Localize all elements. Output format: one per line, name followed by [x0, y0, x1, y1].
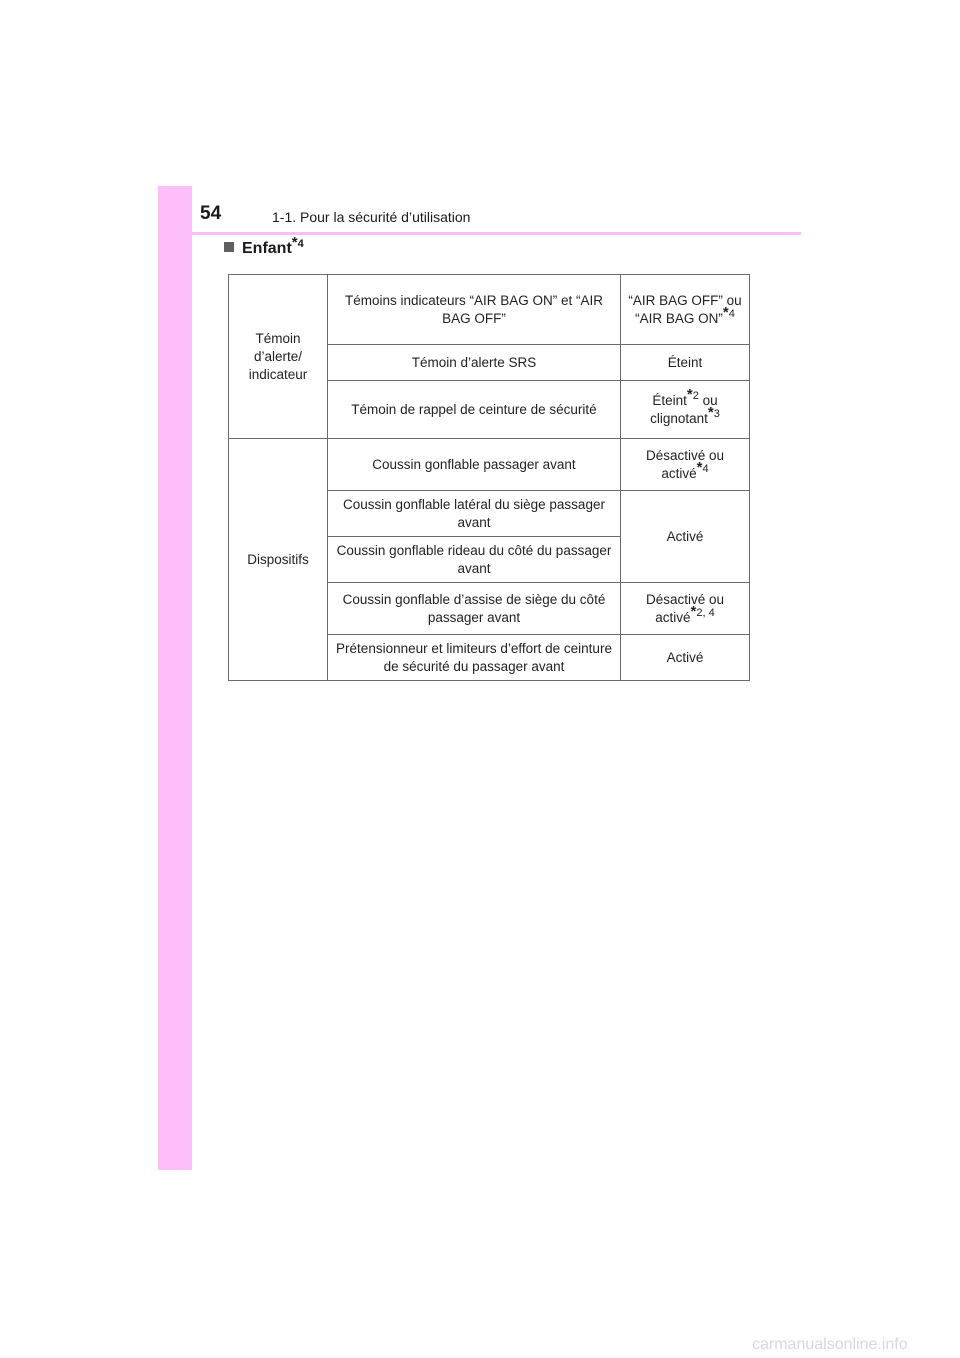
watermark: carmanualsonline.info — [752, 1336, 908, 1353]
item-cell: Prétensionneur et limiteurs d’effort de ceinture de sécurité du passager avant — [328, 635, 621, 681]
group-label-indicators: Témoin d’alerte/ indicateur — [229, 275, 328, 439]
table-row — [229, 275, 750, 345]
section-heading — [224, 233, 304, 258]
status-cell: “AIR BAG OFF” ou “AIR BAG ON”$^{*4}$ — [621, 275, 750, 345]
item-cell: Coussin gonflable passager avant — [328, 439, 621, 491]
status-cell: Éteint$^{*2}$ ou clignotant$^{*3}$ — [621, 381, 750, 439]
airbag-status-table — [228, 274, 750, 681]
status-cell: Activé — [621, 491, 750, 583]
group-label-devices: Dispositifs — [229, 439, 328, 681]
item-cell: Coussin gonflable rideau du côté du passager avant — [328, 537, 621, 583]
status-cell: Éteint — [621, 345, 750, 381]
footnote-ref: 4 — [297, 237, 304, 250]
item-cell: Coussin gonflable latéral du siège passager avant — [328, 491, 621, 537]
footnote-star: * — [291, 233, 298, 251]
status-cell: Désactivé ou activé$^{*2, 4}$ — [621, 583, 750, 635]
page-number: 54 — [200, 203, 222, 224]
header-rule — [192, 232, 801, 235]
square-bullet-icon — [224, 242, 234, 252]
item-cell: Témoins indicateurs “AIR BAG ON” et “AIR BAG OFF” — [328, 275, 621, 345]
table-row — [229, 439, 750, 491]
section-title: Enfant — [242, 240, 292, 257]
running-head: 1-1. Pour la sécurité d’utilisation — [272, 209, 471, 225]
status-cell: Désactivé ou activé$^{*4}$ — [621, 439, 750, 491]
item-cell: Témoin de rappel de ceinture de sécurité — [328, 381, 621, 439]
status-cell: Activé — [621, 635, 750, 681]
item-cell: Coussin gonflable d’assise de siège du côté passager avant — [328, 583, 621, 635]
page-side-tab — [158, 186, 192, 1170]
item-cell: Témoin d’alerte SRS — [328, 345, 621, 381]
